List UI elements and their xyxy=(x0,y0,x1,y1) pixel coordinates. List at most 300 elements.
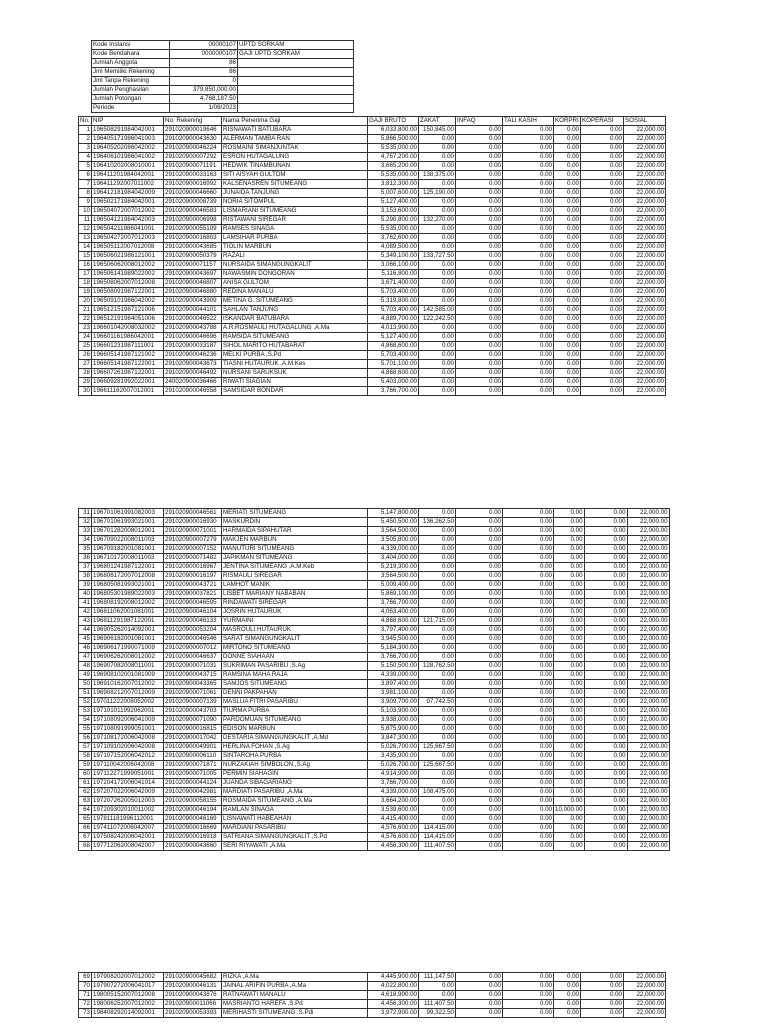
table-cell: SARAT SIMANGUNGKALIT xyxy=(222,635,368,644)
table-cell: 5,103,900.00 xyxy=(368,707,419,716)
table-cell: 0.00 xyxy=(503,216,554,225)
table-cell: 3,664,200.00 xyxy=(368,797,419,806)
table-cell: 0.00 xyxy=(419,297,456,306)
table-cell: 3,671,400.00 xyxy=(368,279,419,288)
table-cell: 4,339,000.00 xyxy=(368,545,419,554)
table-cell: 197101011992062001 xyxy=(92,707,164,716)
table-cell: 22,000.00 xyxy=(627,545,669,554)
table-cell: SITI AISYAH GULTOM xyxy=(222,171,368,180)
table-cell: NAWASMIN DONGORAN xyxy=(222,270,368,279)
table-row xyxy=(79,761,670,770)
table-cell: 196504072007012002 xyxy=(92,207,164,216)
table-cell: 0.00 xyxy=(456,716,503,725)
table-cell: 291020900046194 xyxy=(164,806,222,815)
table-cell: 197011222008052002 xyxy=(92,698,164,707)
table-cell: 0.00 xyxy=(456,252,503,261)
table-cell: 0.00 xyxy=(503,189,554,198)
header-row xyxy=(79,117,666,126)
table-cell: 291020900046660 xyxy=(164,189,222,198)
table-cell: 22,000.00 xyxy=(624,306,666,315)
table-cell: 0.00 xyxy=(584,806,627,815)
table-cell: 291020900016803 xyxy=(164,234,222,243)
table-cell: 0.00 xyxy=(584,680,627,689)
table-cell: 0.00 xyxy=(456,698,503,707)
table-cell: 0.00 xyxy=(503,324,554,333)
table-cell: 0.00 xyxy=(419,554,456,563)
table-cell: 291020900046696 xyxy=(164,333,222,342)
table-cell: 25 xyxy=(79,342,92,351)
table-cell: 22,000.00 xyxy=(624,198,666,207)
table-cell: 0.00 xyxy=(554,162,581,171)
table-cell: 0.00 xyxy=(503,833,554,842)
table-cell: 0.00 xyxy=(503,234,554,243)
table-cell: 22,000.00 xyxy=(627,698,669,707)
table-cell: 0.00 xyxy=(456,572,503,581)
table-row xyxy=(79,198,666,207)
table-cell: 6 xyxy=(79,171,92,180)
table-cell: 0.00 xyxy=(581,378,624,387)
table-cell: 291020900043685 xyxy=(164,243,222,252)
table-cell: 291020900046522 xyxy=(164,315,222,324)
table-row xyxy=(79,225,666,234)
table-cell: 196504272007012003 xyxy=(92,234,164,243)
table-row xyxy=(79,180,666,189)
table-cell: JAINAL ARIFIN PURBA ,A.Ma xyxy=(222,982,368,991)
table-cell: 0.00 xyxy=(503,351,554,360)
table-cell: 0.00 xyxy=(456,770,503,779)
table-cell: 22,000.00 xyxy=(627,527,669,536)
table-cell: 0.00 xyxy=(419,716,456,725)
table-cell: 0.00 xyxy=(503,144,554,153)
table-row xyxy=(79,189,666,198)
table-cell: 291020900046169 xyxy=(164,815,222,824)
table-cell: ANISA GULTOM xyxy=(222,279,368,288)
info-label: Periode xyxy=(92,104,170,113)
info-extra xyxy=(238,104,354,113)
table-cell: 291020900043876 xyxy=(164,991,222,1000)
table-cell: 0.00 xyxy=(554,991,581,1000)
payroll-table-1 xyxy=(78,116,666,396)
table-cell: MIRTONO SITUMEANG xyxy=(222,644,368,653)
table-cell: 5,150,500.00 xyxy=(368,662,419,671)
table-cell: 0.00 xyxy=(503,991,554,1000)
table-cell: 0.00 xyxy=(456,243,503,252)
table-cell: 0.00 xyxy=(503,635,554,644)
table-cell: 0.00 xyxy=(456,797,503,806)
table-cell: 0.00 xyxy=(581,991,624,1000)
table-cell: 0.00 xyxy=(503,581,554,590)
table-cell: 0.00 xyxy=(503,752,554,761)
table-cell: 3,762,600.00 xyxy=(368,234,419,243)
table-cell: 291020900046880 xyxy=(164,288,222,297)
table-cell: 0.00 xyxy=(503,734,554,743)
table-cell: 114,415.00 xyxy=(419,824,456,833)
table-cell: 114,415.00 xyxy=(419,833,456,842)
table-cell: 0.00 xyxy=(584,743,627,752)
table-cell: 0.00 xyxy=(456,1009,503,1018)
table-cell: SUKRIMAN PASARIBU ,S.Ag xyxy=(222,662,368,671)
table-cell: 0.00 xyxy=(584,653,627,662)
table-cell: 0.00 xyxy=(581,198,624,207)
table-cell: 0.00 xyxy=(456,153,503,162)
table-cell: 5,184,300.00 xyxy=(368,644,419,653)
table-cell: 0.00 xyxy=(456,626,503,635)
table-cell: 0.00 xyxy=(503,671,554,680)
table-cell: PERMIN SIAHAGIN xyxy=(222,770,368,779)
table-cell: 0.00 xyxy=(419,707,456,716)
table-cell: 0.00 xyxy=(456,991,503,1000)
table-cell: 0.00 xyxy=(581,180,624,189)
table-cell: 0.00 xyxy=(456,545,503,554)
table-cell: 0.00 xyxy=(581,126,624,135)
table-row xyxy=(79,973,666,982)
table-cell: 4,445,900.00 xyxy=(368,973,419,982)
table-cell: 0.00 xyxy=(419,536,456,545)
table-cell: 0.00 xyxy=(554,252,581,261)
table-cell: 22,000.00 xyxy=(627,824,669,833)
table-cell: 0.00 xyxy=(554,725,585,734)
table-cell: A.R.ROSMAULI HUTAGALUNG ,A.Ma xyxy=(222,324,368,333)
table-cell: 0.00 xyxy=(503,342,554,351)
table-cell: RAMLAN SINAGA xyxy=(222,806,368,815)
table-cell: 22,000.00 xyxy=(627,671,669,680)
table-cell: 0.00 xyxy=(554,351,581,360)
table-cell: 22,000.00 xyxy=(624,180,666,189)
table-row xyxy=(79,171,666,180)
table-cell: 5,116,800.00 xyxy=(368,270,419,279)
table-cell: 0.00 xyxy=(419,563,456,572)
table-cell: SINTAROHA PURBA xyxy=(222,752,368,761)
table-cell: 0.00 xyxy=(503,527,554,536)
table-row xyxy=(79,135,666,144)
table-cell: 0.00 xyxy=(456,689,503,698)
table-cell: 0.00 xyxy=(554,770,585,779)
table-cell: 0.00 xyxy=(584,716,627,725)
table-cell: MERIHASTI SITUMEANG ,S.Pdi xyxy=(222,1009,368,1018)
table-cell: 0.00 xyxy=(503,797,554,806)
table-cell: 22,000.00 xyxy=(627,617,669,626)
table-cell: 0.00 xyxy=(419,581,456,590)
table-cell: 291020900046561 xyxy=(164,509,222,518)
table-cell: 0.00 xyxy=(503,608,554,617)
table-cell: 0.00 xyxy=(554,261,581,270)
table-cell: 0.00 xyxy=(456,518,503,527)
table-cell: 196505112007012008 xyxy=(92,243,164,252)
table-cell: 0.00 xyxy=(456,180,503,189)
table-cell: 196701061993021001 xyxy=(92,518,164,527)
table-cell: 197107152006042012 xyxy=(92,752,164,761)
table-cell: 0.00 xyxy=(419,644,456,653)
table-cell: 0.00 xyxy=(554,234,581,243)
table-cell: 0.00 xyxy=(419,279,456,288)
table-cell: 291020900046595 xyxy=(164,599,222,608)
table-cell: 0.00 xyxy=(581,216,624,225)
table-cell: 0.00 xyxy=(503,545,554,554)
table-cell: 22,000.00 xyxy=(624,243,666,252)
table-cell: YURMAINI xyxy=(222,617,368,626)
table-cell: 0.00 xyxy=(456,824,503,833)
table-cell: 5,127,400.00 xyxy=(368,333,419,342)
table-row xyxy=(79,608,670,617)
info-value: 0000000107 xyxy=(170,50,238,59)
table-cell: 0.00 xyxy=(419,752,456,761)
table-row xyxy=(79,333,666,342)
table-cell: 0.00 xyxy=(503,536,554,545)
table-cell: 0.00 xyxy=(503,306,554,315)
info-label: Jml Memiliki Rekening xyxy=(92,68,170,77)
table-cell: 0.00 xyxy=(581,333,624,342)
table-cell: 22,000.00 xyxy=(627,680,669,689)
table-cell: 22,000.00 xyxy=(624,387,666,396)
table-cell: 0.00 xyxy=(456,761,503,770)
table-cell: 291020900045682 xyxy=(164,973,222,982)
table-cell: 0.00 xyxy=(419,144,456,153)
table-cell: 0.00 xyxy=(456,707,503,716)
table-cell: 0.00 xyxy=(554,973,581,982)
table-cell: 196811291987122001 xyxy=(92,617,164,626)
table-cell: 0.00 xyxy=(503,806,554,815)
table-cell: 0.00 xyxy=(581,252,624,261)
info-value: 379,850,000.00 xyxy=(170,86,238,95)
table-cell: 0.00 xyxy=(554,626,585,635)
table-cell: 0.00 xyxy=(419,635,456,644)
table-cell: 0.00 xyxy=(554,590,585,599)
table-cell: 45 xyxy=(79,635,92,644)
table-cell: 22,000.00 xyxy=(627,707,669,716)
table-cell: 5,026,700.00 xyxy=(368,743,419,752)
table-cell: 0.00 xyxy=(456,590,503,599)
table-cell: 51 xyxy=(79,689,92,698)
table-cell: 197712062008042007 xyxy=(92,842,164,851)
table-row xyxy=(79,797,670,806)
table-cell: 0.00 xyxy=(584,545,627,554)
table-cell: 0.00 xyxy=(554,1000,581,1009)
table-cell: 30 xyxy=(79,387,92,396)
table-cell: 22,000.00 xyxy=(624,1000,666,1009)
table-cell: 5,290,800.00 xyxy=(368,216,419,225)
table-cell: 291020900046131 xyxy=(164,982,222,991)
table-cell: 0.00 xyxy=(419,360,456,369)
table-cell: ROSMAINI SIMANJUNTAK xyxy=(222,144,368,153)
table-cell: 22,000.00 xyxy=(627,608,669,617)
table-cell: 22,000.00 xyxy=(624,1009,666,1018)
table-cell: 23 xyxy=(79,324,92,333)
table-cell: 10 xyxy=(79,207,92,216)
table-cell: 0.00 xyxy=(554,581,585,590)
table-cell: 5,703,400.00 xyxy=(368,351,419,360)
table-cell: 0.00 xyxy=(554,716,585,725)
table-cell: LISNAWATI HABEAHAN xyxy=(222,815,368,824)
table-cell: 0.00 xyxy=(419,770,456,779)
table-cell: 53 xyxy=(79,707,92,716)
table-cell: 0.00 xyxy=(554,761,585,770)
table-row xyxy=(79,824,670,833)
table-cell: 196601042008032002 xyxy=(92,324,164,333)
table-cell: 0.00 xyxy=(554,824,585,833)
table-cell: 0.00 xyxy=(419,806,456,815)
table-cell: 0.00 xyxy=(456,162,503,171)
table-cell: 0.00 xyxy=(581,369,624,378)
table-cell: 136,262.50 xyxy=(419,518,456,527)
table-cell: 0.00 xyxy=(456,509,503,518)
table-cell: 125,667.50 xyxy=(419,743,456,752)
table-cell: 291020900046558 xyxy=(164,387,222,396)
table-cell: 0.00 xyxy=(554,306,581,315)
table-cell: 4,339,000.00 xyxy=(368,671,419,680)
table-cell: 5 xyxy=(79,162,92,171)
info-extra xyxy=(238,59,354,68)
table-cell: 22,000.00 xyxy=(627,779,669,788)
table-cell: LISBET MARIANY NABABAN xyxy=(222,590,368,599)
table-cell: 196508062007012008 xyxy=(92,279,164,288)
table-cell: 291020900043715 xyxy=(164,671,222,680)
table-cell: MASKURDIN xyxy=(222,518,368,527)
table-row xyxy=(79,662,670,671)
table-cell: 0.00 xyxy=(419,387,456,396)
table-cell: 291020900016669 xyxy=(164,824,222,833)
table-cell: 291020900037821 xyxy=(164,590,222,599)
table-cell: 0.00 xyxy=(503,617,554,626)
table-cell: 196710172008011003 xyxy=(92,554,164,563)
table-cell: 0.00 xyxy=(456,527,503,536)
table-cell: 3 xyxy=(79,144,92,153)
table-cell: 0.00 xyxy=(419,509,456,518)
column-header: No. Rekening xyxy=(164,117,222,126)
table-cell: 0.00 xyxy=(456,171,503,180)
table-row xyxy=(79,554,670,563)
info-label: Jumlah Potongan xyxy=(92,95,170,104)
table-cell: 0.00 xyxy=(456,833,503,842)
table-cell: 197907272006041017 xyxy=(92,982,164,991)
table-cell: 3,972,900.00 xyxy=(368,1009,419,1018)
table-cell: LAMHOT MANIK xyxy=(222,581,368,590)
table-cell: 4 xyxy=(79,153,92,162)
table-cell: 56 xyxy=(79,734,92,743)
table-cell: 125,667.50 xyxy=(419,761,456,770)
table-cell: 0.00 xyxy=(456,788,503,797)
table-cell: 22,000.00 xyxy=(624,153,666,162)
table-cell: ISKANDAR BATUBARA xyxy=(222,315,368,324)
table-cell: 0.00 xyxy=(581,279,624,288)
table-cell: TIURMA PURBA xyxy=(222,707,368,716)
table-cell: 14 xyxy=(79,243,92,252)
table-cell: 0.00 xyxy=(581,306,624,315)
table-cell: 291020900053393 xyxy=(164,1009,222,1018)
table-cell: 29 xyxy=(79,378,92,387)
table-cell: 0.00 xyxy=(554,698,585,707)
table-cell: 5,535,000.00 xyxy=(368,225,419,234)
table-cell: 43 xyxy=(79,617,92,626)
table-cell: 0.00 xyxy=(554,779,585,788)
table-cell: 0.00 xyxy=(419,243,456,252)
table-cell: 0.00 xyxy=(419,351,456,360)
table-cell: 0.00 xyxy=(456,189,503,198)
table-row xyxy=(79,842,670,851)
table-cell: 0.00 xyxy=(584,518,627,527)
table-cell: 0.00 xyxy=(419,626,456,635)
table-row xyxy=(79,716,670,725)
table-cell: 133,727.50 xyxy=(419,252,456,261)
table-cell: 0.00 xyxy=(456,225,503,234)
table-cell: 150,845.00 xyxy=(419,126,456,135)
table-cell: 3,564,500.00 xyxy=(368,572,419,581)
table-cell: 291020900007012 xyxy=(164,644,222,653)
table-cell: 0.00 xyxy=(456,752,503,761)
table-cell: 0.00 xyxy=(419,725,456,734)
table-cell: 0.00 xyxy=(584,734,627,743)
table-cell: 0.00 xyxy=(581,973,624,982)
table-cell: 0.00 xyxy=(456,126,503,135)
table-cell: 0.00 xyxy=(554,333,581,342)
table-cell: 22,000.00 xyxy=(627,518,669,527)
table-cell: 196808192008012002 xyxy=(92,599,164,608)
table-cell: 0.00 xyxy=(456,982,503,991)
table-cell: 22,000.00 xyxy=(627,599,669,608)
table-cell: JUANDA SIBAGARIANG xyxy=(222,779,368,788)
table-cell: 3,812,300.00 xyxy=(368,180,419,189)
table-cell: 0.00 xyxy=(554,180,581,189)
table-cell: 22,000.00 xyxy=(627,743,669,752)
table-cell: 0.00 xyxy=(419,680,456,689)
table-cell: 0.00 xyxy=(419,270,456,279)
table-cell: 3,066,100.00 xyxy=(368,261,419,270)
table-row xyxy=(79,369,666,378)
table-cell: MERIATI SITUMEANG xyxy=(222,509,368,518)
table-cell: 0.00 xyxy=(419,342,456,351)
table-cell: 197207022006042009 xyxy=(92,788,164,797)
table-cell: 0.00 xyxy=(584,779,627,788)
table-cell: 196805081993021001 xyxy=(92,581,164,590)
table-cell: 0.00 xyxy=(456,216,503,225)
table-cell: 196601161986042001 xyxy=(92,333,164,342)
info-label: Jumlah Anggota xyxy=(92,59,170,68)
table-cell: 22,000.00 xyxy=(624,351,666,360)
table-cell: 22,000.00 xyxy=(624,207,666,216)
info-row xyxy=(92,50,354,59)
table-cell: NURSANI SARUKSUK xyxy=(222,369,368,378)
table-cell: 196601231987111001 xyxy=(92,342,164,351)
table-cell: 16 xyxy=(79,261,92,270)
table-cell: RAMSINA MAHA RAJA xyxy=(222,671,368,680)
table-cell: 291020900043673 xyxy=(164,360,222,369)
table-row xyxy=(79,315,666,324)
info-row xyxy=(92,41,354,50)
table-cell: NURZAKIAH SIMBOLON ,S.Ag xyxy=(222,761,368,770)
table-cell: 291020900008739 xyxy=(164,198,222,207)
table-cell: 48 xyxy=(79,662,92,671)
table-cell: 3,847,300.00 xyxy=(368,734,419,743)
info-extra xyxy=(238,86,354,95)
table-cell: 291020900016815 xyxy=(164,725,222,734)
table-cell: 0.00 xyxy=(456,234,503,243)
table-cell: 0.00 xyxy=(503,518,554,527)
table-cell: 291020900007139 xyxy=(164,698,222,707)
table-row xyxy=(79,770,670,779)
table-cell: 0.00 xyxy=(554,288,581,297)
table-cell: 22,000.00 xyxy=(624,162,666,171)
table-cell: 22,000.00 xyxy=(627,842,669,851)
table-cell: 0.00 xyxy=(503,1000,554,1009)
table-row xyxy=(79,378,666,387)
table-cell: RISTAWANI SIREGAR xyxy=(222,216,368,225)
table-cell: 0.00 xyxy=(456,351,503,360)
table-cell: 0.00 xyxy=(554,707,585,716)
table-cell: 0.00 xyxy=(503,1009,554,1018)
table-cell: 0.00 xyxy=(503,680,554,689)
table-cell: 0.00 xyxy=(456,261,503,270)
table-cell: 0.00 xyxy=(419,162,456,171)
info-label: Jml Tanpa Rekening xyxy=(92,77,170,86)
